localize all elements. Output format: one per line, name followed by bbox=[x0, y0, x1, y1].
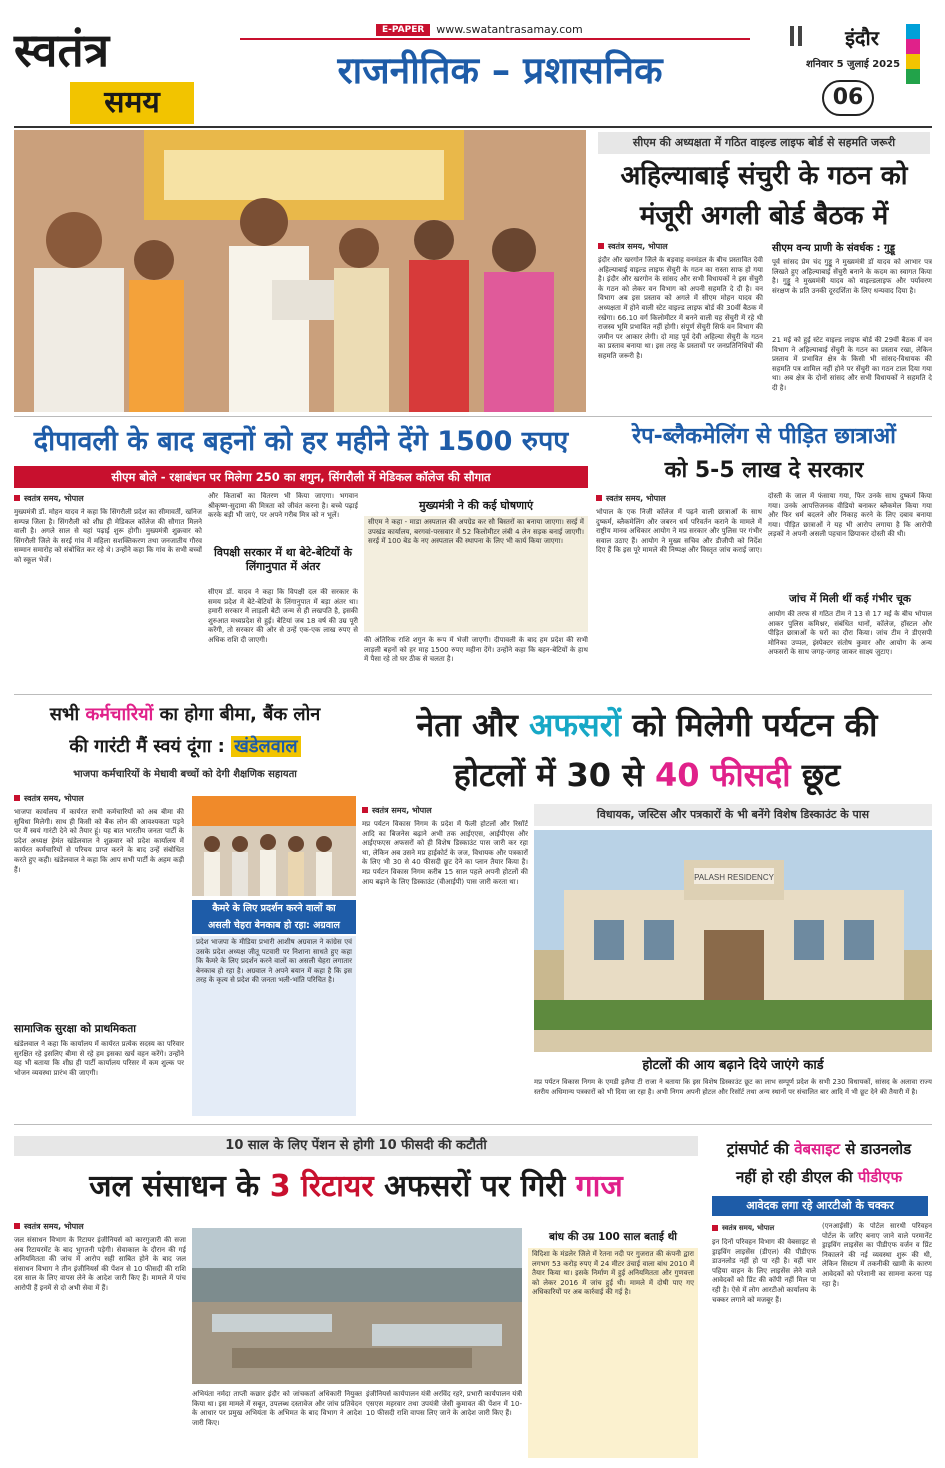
story6-photo-caption: अभियंता नर्मदा ताप्ती कछार इंदौर को जांचकर्ता अधिकारी नियुक्त किया था। इस मामले में सबूत, उपलब्ध दस्तावेज और जांच प्रतिवेदन के आधार पर प्रमुख अभियंता के अभिमत के बाद विभाग ने आदेश जारी किए। bbox=[192, 1390, 362, 1427]
story4-strap: भाजपा कर्मचारियों के मेधावी बच्चों को देगी शैक्षणिक सहायता bbox=[73, 769, 297, 780]
story2-sub2: मुख्यमंत्री ने की कई घोषणाएं bbox=[418, 499, 534, 512]
story4-sub-body: खंडेलवाल ने कहा कि कार्यालय में कार्यरत प्रत्येक सदस्य का परिवार सुरक्षित रहे इसलिए बीमा से रहे हम इसका खर्च वहन करेंगे। उन्होंने यह भी बताया कि शीघ्र ही पार्टी कार्यालय परिसर में कम शुल्क पर भोजन व्यवस्था प्रारंभ की जाएगी। bbox=[14, 1040, 184, 1077]
website-link[interactable]: www.swatantrasamay.com bbox=[436, 23, 583, 36]
story1-kicker: सीएम की अध्यक्षता में गठित वाइल्ड लाइफ बोर्ड से सहमति जरूरी bbox=[598, 132, 930, 154]
bjp-group-photo-svg bbox=[192, 796, 356, 896]
byline-marker-icon bbox=[14, 1223, 20, 1229]
story4-sub: सामाजिक सुरक्षा को प्राथमिकता bbox=[14, 1023, 136, 1035]
story2-headline: दीपावली के बाद बहनों को हर महीने देंगे 1500 रुपए bbox=[33, 426, 569, 457]
byline-marker-icon bbox=[598, 243, 604, 249]
row2-divider bbox=[14, 694, 932, 695]
story4-byline: स्वतंत्र समय, भोपाल bbox=[14, 792, 184, 804]
story4-body: भाजपा कार्यालय में कार्यरत सभी कर्मचारियों को अब बीमा की सुविधा मिलेगी। साथ ही किसी को बैंक लोन की आवश्यकता पड़ने पर मैं स्वयं गारंटी देने को तैयार हूं। यह बात भारतीय जनता पार्टी के प्रदेश अध्यक्ष हेमंत खंडेलवाल ने शुक्रवार को प्रदेश कार्यालय में कार्यरत कर्मचारियों से परिचय प्राप्त करने के बाद उन्हें संबोधित करते हुए कही। खंडेलवाल ने कहा कि आप सभी पार्टी के अहम कड़ी हैं। bbox=[14, 808, 184, 874]
cm-event-photo bbox=[14, 130, 586, 412]
row3-divider bbox=[14, 1124, 932, 1125]
story4-headline-1: सभी कर्मचारियों का होगा बीमा, बैंक लोन bbox=[49, 704, 321, 725]
story6-byline: स्वतंत्र समय, भोपाल bbox=[14, 1220, 184, 1232]
story1-byline: स्वतंत्र समय, भोपाल bbox=[598, 240, 768, 252]
hotel-photo bbox=[534, 830, 932, 1052]
section-title: राजनीतिक – प्रशासनिक bbox=[337, 49, 663, 92]
logo-bottom: समय bbox=[104, 85, 160, 120]
khandelwal-highlight: खंडेलवाल bbox=[231, 736, 300, 757]
section-underline bbox=[240, 38, 750, 40]
story1-sidebar-body: पूर्व सांसद प्रेम चंद गुड्डू ने मुख्यमंत्री डॉ यादव को आभार पत्र लिखते हुए अहिल्याबाई सेंचुरी बनाने के कदम का स्वागत किया है। गुड्डू ने मुख्यमंत्री यादव को वाइल्डलाइफ और पर्यावरण संरक्षण के प्रति उनकी दूरदर्शिता के लिए धन्यवाद दिया है। bbox=[772, 258, 932, 295]
story5-body-tail bbox=[362, 1078, 528, 1118]
story5-body: मप्र पर्यटन विकास निगम के प्रदेश में फैली होटलों और रिसॉर्ट आदि का बिजनेस बढ़ाने अभी तक आईएएस, आईपीएस और आईएफएस अफसरों को ही विशेष डिस्काउंट पास जारी कर रहा था, लेकिन अब उसने मप्र हाईकोर्ट के जज, विधायक और पत्रकारों के लिए भी 30 से 40 फीसदी छूट देने का प्लान तैयार किया है। मप्र पर्यटन विकास निगम करीब 15 साल पहले अपनी होटलों की आय बढ़ाने के लिए डिस्काउंट (वीआईपी) पास जारी करता था। bbox=[362, 820, 528, 886]
story3-sub: जांच में मिली थीं कई गंभीर चूक bbox=[789, 593, 911, 605]
story5-strap: विधायक, जस्टिस और पत्रकारों के भी बनेंगे विशेष डिस्काउंट के पास bbox=[534, 804, 932, 826]
byline-marker-icon bbox=[596, 495, 602, 501]
story7-byline: स्वतंत्र समय, भोपाल bbox=[712, 1222, 820, 1234]
story5-caption: मप्र पर्यटन विकास निगम के एमडी इलैया टी राजा ने बताया कि इस विशेष डिस्काउंट छूट का लाभ सम्पूर्ण प्रदेश के सभी 230 विधायकों, सांसद के अलावा राज्य स्तरीय अधिमान्य पत्रकारों को भी दिया जा रहा है। अभी निगम अपनी होटल और रिसॉर्ट तथा अन्य स्थानों पर संचालित बार आदि में भी छूट देने की तैयारी में है। bbox=[534, 1078, 932, 1096]
logo-top: स्वतंत्र bbox=[14, 23, 110, 77]
story6-body-left: जल संसाधन विभाग के रिटायर इंजीनियर्स को कारगुजारी की सजा अब रिटायरमेंट के बाद भुगतनी पड़ेगी। सेवाकाल के दौरान की गई अनियमितता की जांच में आरोप सही साबित होने के बाद जल संसाधन विभाग ने तीन इंजीनियर्स की पेंशन से 10 फीसदी की राशि दस साल के लिए वापस लेने के आदेश जारी किए हैं। मामले में पांच आरोपी हैं इनमें से दो अभी सेवा में हैं। bbox=[14, 1236, 186, 1292]
city: इंदौर bbox=[845, 26, 879, 50]
story7-headline-2: नहीं हो रही डीएल की पीडीएफ bbox=[735, 1168, 903, 1186]
color-bars-icon bbox=[790, 26, 820, 46]
story2-sub2-body: सीएम ने कहा - माडा अस्पताल की अपग्रेड कर सौ बिस्तरों का बनाया जाएगा। सरई में उपखंड कार्यालय, बरगवां-परसवार में 52 किलोमीटर लंबी 4 लेन सड़क बनाई जाएगी। सरई में 100 बेड के नए अस्पताल की स्थापना के लिए भी कार्य किया जाएगा। bbox=[364, 516, 588, 632]
story3-sub-body: आयोग की तरफ से गठित टीम ने 13 से 17 मई के बीच भोपाल आकर पुलिस कमिश्नर, संबंधित थानों, कॉलेज, हॉस्टल और पीड़ित छात्राओं के घरों का दौरा किया। जांच टीम ने डीएसपी मोनिका उप्पल, इंस्पेक्टर संतोष कुमार और आयोग के अन्य अफसरों के साथ जगह-जगह जाकर साक्ष्य जुटाए। bbox=[768, 610, 932, 657]
page-number: 06 bbox=[832, 85, 864, 110]
story2-sub1: विपक्षी सरकार में था बेटे-बेटियों के लिंगानुपात में अंतर bbox=[213, 546, 353, 573]
story2-sub1-body: सीएम डॉ. यादव ने कहा कि विपक्षी दल की सरकार के समय प्रदेश में बेटे-बेटियों के लिंगानुपात में बड़ा अंतर था। हमारी सरकार में लाड़ली बेटी जन्म से ही लखपति है, इसकी शुरुआत मध्यप्रदेश से हुई। बेटियां जब 18 वर्ष की उम्र पूरी करेंगी, तो सरकार की ओर से उन्हें एक-एक लाख रुपए से अधिक राशि दी जाएगी। bbox=[208, 588, 358, 644]
story2-col1: मुख्यमंत्री डॉ. मोहन यादव ने कहा कि सिंगरौली प्रदेश का सीमावर्ती, खनिज सम्पन्न जिला है। सिंगरौली को शीघ्र ही मेडिकल कॉलेज की सौगात मिलने वाली है। अगले साल से यहां पढ़ाई शुरू होगी। मुख्यमंत्री शुक्रवार को सिंगरौली जिले के सरई गांव में महिला सशक्तिकरण तथा जनजातीय गौरव सम्मान समारोह को संबोधित कर रहे थे। उन्होंने कहा कि गांव के सभी बच्चों को स्कूल भेजें। bbox=[14, 508, 202, 564]
story4-quote-title: कैमरे के लिए प्रदर्शन करने वालों का असली चेहरा बेनकाब हो रहा: अग्रवाल bbox=[192, 900, 356, 934]
story2-strap: सीएम बोले - रक्षाबंधन पर मिलेगा 250 का शगुन, सिंगरौली में मेडिकल कॉलेज की सौगात bbox=[14, 466, 588, 488]
story1-body-right: 21 मई को हुई स्टेट वाइल्ड लाइफ बोर्ड की 29वीं बैठक में वन विभाग ने अहिल्याबाई सेंचुरी के गठन का प्रस्ताव रखा, लेकिन प्रस्ताव में प्रभावित क्षेत्र के किसी भी सांसद-विधायक की सहमति पत्र शामिल नहीं होने पर सेंचुरी का गठन टाल दिया गया था। अब क्षेत्र के दोनों सांसद और सभी विधायकों ने सहमति दे दी है। bbox=[772, 336, 932, 392]
story5-headline-2: होटलों में 30 से 40 फीसदी छूट bbox=[453, 756, 841, 794]
story3-col1: भोपाल के एक निजी कॉलेज में पढ़ने वाली छात्राओं के साथ दुष्कर्म, ब्लैकमेलिंग और जबरन धर्म परिवर्तन कराने के मामले में राष्ट्रीय मानव अधिकार आयोग ने मप्र सरकार और पुलिस पर गंभीर सवाल उठाए हैं। आयोग ने मुख्य सचिव और डीजीपी को निर्देश दिए हैं कि इस पूरे मामले की निष्पक्ष और विस्तृत जांच कराई जाए। bbox=[596, 508, 762, 555]
hotel-photo-svg bbox=[534, 830, 932, 1052]
story7-headline-1: ट्रांसपोर्ट की वेबसाइट से डाउनलोड bbox=[726, 1140, 912, 1158]
story6-box-title: बांध की उम्र 100 साल बताई थी bbox=[548, 1231, 678, 1243]
byline-marker-icon bbox=[712, 1225, 718, 1231]
story3-headline-1: रेप-ब्लैकमेलिंग से पीड़ित छात्राओं bbox=[632, 424, 896, 449]
story7-strap: आवेदक लगा रहे आरटीओ के चक्कर bbox=[712, 1196, 928, 1216]
row1-divider bbox=[14, 416, 932, 417]
story3-col2: दोस्ती के जाल में फंसाया गया, फिर उनके साथ दुष्कर्म किया गया। उनके आपत्तिजनक वीडियो बनाकर ब्लैकमेल किया गया और फिर धर्म बदलने और निकाह करने के लिए दबाव बनाया गया। पीड़ित छात्राओं ने यह भी आरोप लगाया है कि आरोपी लड़कों ने अपनी असली पहचान छिपाकर दोस्ती की थी। bbox=[768, 492, 932, 539]
story1-headline-2: मंजूरी अगली बोर्ड बैठक में bbox=[639, 201, 889, 231]
story3-byline: स्वतंत्र समय, भोपाल bbox=[596, 492, 766, 504]
story6-box-body: विदिशा के मंडलेर जिले में रेतना नदी पर गुजरात की कंपनी द्वारा लगभग 53 करोड़ रुपए में 24 मीटर उंचाई वाला बांध 2010 में तैयार किया था। इसके निर्माण में हुई अनियमितता और गुणवत्ता को लेकर 2016 में जांच हुई थी। मामले में दोषी पाए गए अधिकारियों पर अब कार्रवाई की गई है। bbox=[528, 1248, 698, 1458]
epaper-bar bbox=[376, 22, 726, 37]
story6-kicker: 10 साल के लिए पेंशन से होगी 10 फीसदी की कटौती bbox=[14, 1136, 698, 1156]
story6-col3: इंजीनियर्स कार्यपालन यंत्री अरविंद रहरे, प्रभारी कार्यपालन यंत्री एसएस महरवार तथा उपयंत्री जेसी कुमावत की पेंशन में 10-10 फीसदी राशि वापस लिए जाने के आदेश जारी किए हैं। bbox=[366, 1390, 522, 1418]
hotel-photo-title: होटलों की आय बढ़ाने दिये जाएंगे कार्ड bbox=[642, 1058, 824, 1073]
masthead-divider bbox=[14, 126, 932, 128]
epaper-badge: E-PAPER bbox=[376, 24, 430, 36]
hotel-sign-text: PALASH RESIDENCY bbox=[694, 873, 774, 882]
logo-bottom-band bbox=[70, 82, 194, 124]
story5-byline: स्वतंत्र समय, भोपाल bbox=[362, 804, 522, 816]
story2-col4: की अंतिरिक राशि शगुन के रूप में भेजी जाएगी। दीपावली के बाद हम प्रदेश की सभी लाड़ली बहनों को हर माह 1500 रुपए महीना देंगे। उन्होंने कहा कि बहन-बेटियों के हाथ में पैसा रहे तो घर ठीक से चलता है। bbox=[364, 636, 588, 664]
story2-col2: और किताबों का वितरण भी किया जाएगा। भगवान श्रीकृष्ण-सुदामा की मित्रता को जीवंत करना है। बच्चे पढ़ाई करके बड़ी भी जाएं, पर अपने गरीब मित्र को न भूलें। bbox=[208, 492, 358, 520]
right-color-strip bbox=[906, 24, 920, 84]
story2-byline: स्वतंत्र समय, भोपाल bbox=[14, 492, 194, 504]
dam-photo-svg bbox=[192, 1228, 522, 1384]
story5-headline-1: नेता और अफसरों को मिलेगी पर्यटन की bbox=[416, 706, 878, 744]
story3-headline-2: को 5-5 लाख दे सरकार bbox=[664, 458, 864, 483]
story7-col2: (एनआईसी) के पोर्टल सारथी परिवहन पोर्टल के जरिए बनाए जाने वाले परमानेंट ड्राइविंग लाइसेंस का पीडीएफ वर्जन व प्रिंट निकालने की नई व्यवस्था शुरू की थी, लेकिन सिस्टम में तकनीकी खामी के कारण आवेदकों को परेशानी का सामना करना पड़ रहा है। bbox=[822, 1222, 932, 1288]
story4-headline-2: की गारंटी मैं स्वयं दूंगा : खंडेलवाल bbox=[14, 732, 356, 762]
story1-body-left: इंदौर और खरगोन जिले के बड़वाह वनमंडल के बीच प्रस्तावित देवी अहिल्याबाई वाइल्ड लाइफ सेंचुरी के गठन का रास्ता साफ हो गया है। इंदौर और खरगोन के सांसद और सभी विधायकों ने इस सेंचुरी के गठन को लेकर वन विभाग को अपनी सहमति दे दी है। वन विभाग अब इस प्रस्ताव को अगले में सीएम मोहन यादव की अध्यक्षता में होने वाली स्टेट वाइल्ड लाइफ बोर्ड की 30वीं बैठक में रखेगा। 66.10 वर्ग किलोमीटर में बनने वाली यह सेंचुरी में रहे थी राजस्व भूमि प्रभावित नहीं होगी। संपूर्ण सेंचुरी सिर्फ वन विभाग की जमीन पर आकार लेगी। दो माह पूर्व देवी अहिल्या सेंचुरी के गठन का प्रस्ताव बनाया था। इस तरह के प्रस्तावों पर जनप्रतिनिधियों की सहमति जरूरी है। bbox=[598, 256, 763, 360]
story1-sidebar-title: सीएम वन्य प्राणी के संवर्धक : गुड्डू bbox=[772, 243, 896, 254]
masthead-logo[interactable] bbox=[14, 22, 194, 126]
dam-photo bbox=[192, 1228, 522, 1384]
issue-date: शनिवार 5 जुलाई 2025 bbox=[805, 59, 901, 70]
byline-marker-icon bbox=[14, 495, 20, 501]
cm-event-photo-svg bbox=[14, 130, 586, 412]
byline-marker-icon bbox=[14, 795, 20, 801]
story6-headline: जल संसाधन के 3 रिटायर अफसरों पर गिरी गाज bbox=[89, 1169, 623, 1204]
story7-col1: इन दिनों परिवहन विभाग की वेबसाइट से ड्राइविंग लाइसेंस (डीएल) की पीडीएफ डाउनलोड नहीं हो पा रही है। वहीं चार पहिया वाहन के लिए लाइसेंस लेने वाले आवेदकों को प्रिंट की कॉपी नहीं मिल पा रही है। ऐसे में लोग आरटीओ कार्यालय के चक्कर लगाने को मजबूर हैं। bbox=[712, 1238, 816, 1304]
page-number-badge bbox=[822, 80, 874, 116]
story4-quote-body: प्रदेश भाजपा के मीडिया प्रभारी आशीष अग्रवाल ने कांग्रेस एवं उसके प्रदेश अध्यक्ष जीतू पटवारी पर निशाना साधते हुए कहा कि कैमरे के लिए प्रदर्शन करने वालों का असली चेहरा लगातार बेनकाब हो रहा है। अग्रवाल ने अपने बयान में कहा है कि इस तरह के कृत्य से प्रदेश की जनता भली-भांति परिचित है। bbox=[192, 936, 356, 1116]
bjp-group-photo bbox=[192, 796, 356, 896]
byline-marker-icon bbox=[362, 807, 368, 813]
story1-headline-1: अहिल्याबाई संचुरी के गठन को bbox=[620, 161, 908, 191]
